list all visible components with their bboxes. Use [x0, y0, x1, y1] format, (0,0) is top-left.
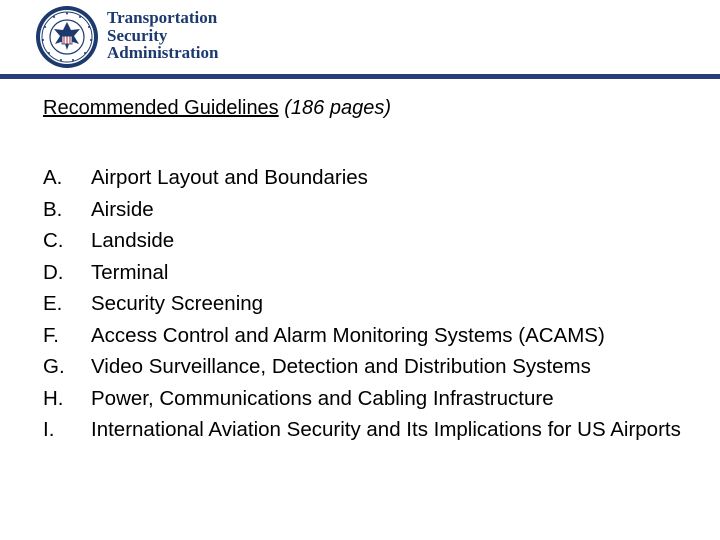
- item-letter: I.: [43, 418, 55, 441]
- list-item: [43, 383, 713, 415]
- dhs-seal-icon: [35, 5, 99, 69]
- list-item: [43, 351, 713, 383]
- item-text: Security Screening: [91, 292, 264, 315]
- logo-line-3: Administration: [107, 43, 219, 62]
- item-letter: G.: [43, 355, 65, 378]
- guidelines-list: [43, 162, 713, 446]
- logo-line-2: Security: [107, 25, 168, 45]
- list-item: [43, 320, 713, 352]
- list-item: [43, 194, 713, 226]
- item-text: International Aviation Security and Its Implications for US Airports: [91, 418, 681, 441]
- list-item: [43, 162, 713, 194]
- item-text: Video Surveillance, Detection and Distribution Systems: [91, 355, 591, 378]
- item-letter: F.: [43, 323, 59, 347]
- item-letter: H.: [43, 386, 64, 410]
- item-letter: C.: [43, 229, 64, 252]
- header: [0, 0, 720, 80]
- list-item: [43, 414, 713, 446]
- header-rule: [0, 74, 720, 79]
- page-heading: [43, 97, 391, 120]
- item-text: Power, Communications and Cabling Infrastructure: [91, 386, 554, 410]
- item-text: Airside: [91, 197, 154, 221]
- item-text: Terminal: [91, 260, 169, 284]
- heading-title: Recommended Guidelines: [43, 97, 279, 119]
- logo-line-1: Transportation: [107, 8, 218, 27]
- item-letter: D.: [43, 260, 64, 284]
- tsa-wordmark: [107, 9, 218, 62]
- item-text: Access Control and Alarm Monitoring Systems (ACAMS): [91, 323, 605, 347]
- item-letter: B.: [43, 197, 63, 221]
- item-letter: E.: [43, 292, 63, 315]
- list-item: [43, 225, 713, 257]
- item-letter: A.: [43, 166, 63, 189]
- heading-pages: (186 pages): [284, 97, 391, 119]
- item-text: Airport Layout and Boundaries: [91, 166, 368, 189]
- list-item: [43, 288, 713, 320]
- list-item: [43, 257, 713, 289]
- item-text: Landside: [91, 229, 175, 252]
